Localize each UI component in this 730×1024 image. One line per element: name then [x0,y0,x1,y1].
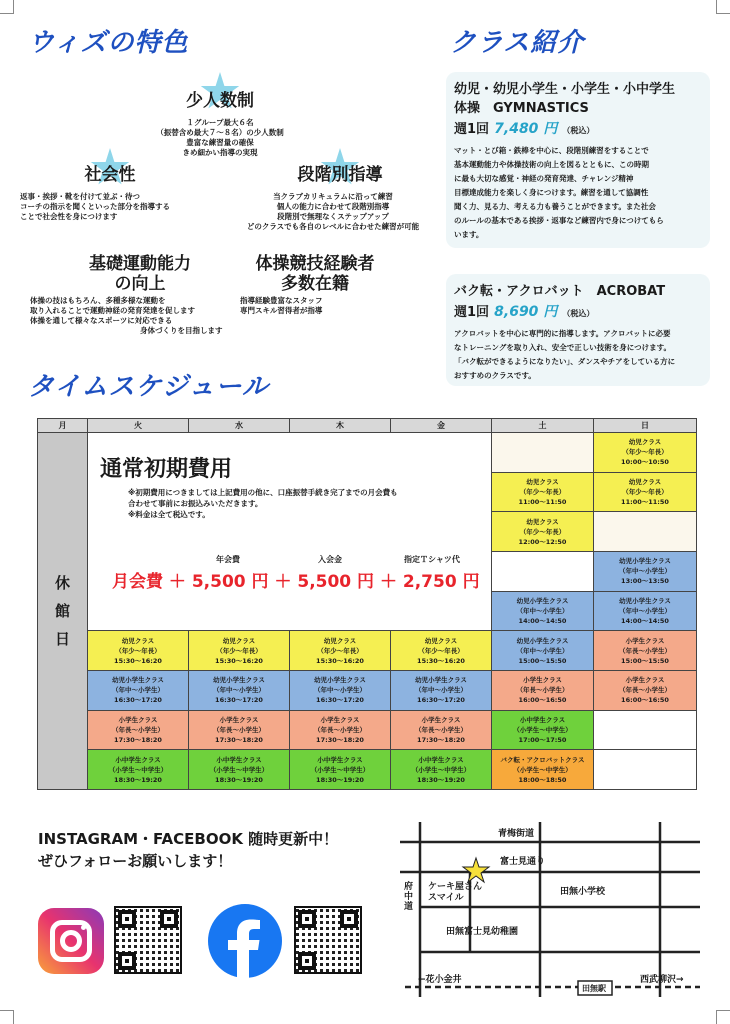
class-cell [594,433,697,473]
class-age: （年長～小学生） [314,725,366,734]
class-time: 15:30～16:20 [316,656,364,665]
class-cell [391,750,492,790]
feature-title: 社会性 [84,165,136,185]
class-time: 18:30～19:20 [114,775,162,784]
class-time: 15:30～16:20 [114,656,162,665]
class-name: 小中学生クラス [317,755,363,764]
class-cell [492,710,594,750]
class-name: 幼児クラス [526,478,559,487]
class-time: 15:30～16:20 [417,656,465,665]
class-age: （年長～小学生） [415,725,467,734]
class-age: （年少～年長） [519,527,566,536]
class-time: 18:30～19:20 [215,775,263,784]
class-cell [290,670,391,710]
class-cell [189,670,290,710]
class-name: 幼児クラス [628,438,662,447]
class-age: （年中～小学生） [516,607,569,615]
class-cell [189,710,290,750]
class-time: 18:30～19:20 [316,775,364,784]
initial-fees-notes: ※初期費用につきましては上記費用の他に、口座振替手続き完了までの月会費も 合わせて事前にお振込みいただきます。 ※料金は全て税込です。 [128,488,398,519]
initial-fees [100,452,490,520]
map-road-top: 青梅街道 [498,829,535,839]
facebook-qr-code[interactable] [294,906,362,974]
class-cell [492,512,594,552]
feature-text: 指導経験豊富なスタッフ 専門スキル習得者が指導 [240,296,323,315]
class-time: 11:00～11:50 [518,498,567,507]
class-age: （小学生～中学生） [513,725,572,734]
features-title: ウィズの特色 [28,28,189,58]
feature-title: 基礎運動能力 の向上 [89,254,191,294]
class-age: （年中～小学生） [516,646,569,655]
class-time: 14:00～14:50 [518,617,567,625]
class-cell [290,710,391,750]
class-cell [88,631,189,671]
class-age: （年少～年長） [418,646,464,655]
gym-price-line: 週1回 7,480 円 （税込） [454,121,595,137]
class-name: 小学生クラス [625,676,665,685]
class-time: 15:00～15:50 [518,656,567,665]
day-header: 土 [492,419,594,433]
class-name: 幼児クラス [628,478,662,487]
class-time: 15:30～16:20 [215,656,263,665]
class-cell [594,591,697,631]
class-time: 17:30～18:20 [417,735,465,744]
gym-class-subtitle: 体操 GYMNASTICS [454,101,589,116]
feature-title: 少人数制 [186,91,254,111]
initial-fees-title: 通常初期費用 [100,457,233,482]
class-name: 幼児小学生クラス [619,597,671,605]
class-age: （年長～小学生） [112,725,164,734]
class-age: （年少～年長） [115,646,161,655]
schedule-row [38,670,697,710]
class-age: （年中～小学生） [619,607,671,615]
class-age: （年中～小学生） [112,686,164,695]
schedule-row [38,631,697,671]
class-cell [594,512,697,552]
class-time: 17:30～18:20 [316,735,364,744]
class-name: 幼児小学生クラス [415,676,467,685]
class-cell [290,631,391,671]
class-cell [594,670,697,710]
class-age: （年少～年長） [519,488,566,497]
closed-day-cell [38,433,88,790]
class-age: （小学生～中学生） [411,765,471,774]
map-cake-shop: ケーキ屋さん スマイル [428,882,483,903]
class-name: 幼児クラス [526,517,559,526]
class-time: 16:00～16:50 [621,696,669,705]
feature-title: 段階別指導 [297,165,383,185]
class-cell [88,750,189,790]
instagram-icon[interactable] [38,908,104,974]
class-age: （年長～小学生） [516,686,569,695]
crop-mark [0,0,14,14]
map-kindergarten: 田無富士見幼稚園 [446,927,519,937]
fee-label-shirt: 指定Ｔシャツ代 [404,555,460,564]
acrobat-class-box [446,274,710,386]
day-header: 日 [594,419,697,433]
map-road-fuchu: 府中道 [404,882,414,912]
feature-text: 当クラブカリキュラムに沿って練習 個人の能力に合わせて段階別指導 段階別で無理なくステップアップ どのクラスでも各自のレベルに合わせた練習が可能 [246,192,420,231]
class-age: （年少～年長） [622,488,668,497]
class-name: 小学生クラス [320,715,360,724]
class-cell [290,750,391,790]
star-location-icon [463,858,489,882]
class-time: 12:00～12:50 [518,537,567,546]
class-cell [492,591,594,631]
day-header: 月 [38,419,88,433]
class-age: （年中～小学生） [415,686,467,695]
class-time: 13:00～13:50 [621,577,669,586]
class-cell [594,472,697,512]
map-station: 田無駅 [582,984,606,993]
class-time: 10:00～10:50 [621,458,669,467]
class-name: 幼児クラス [323,636,357,645]
class-cell [189,631,290,671]
day-header: 水 [189,419,290,433]
class-name: 小中学生クラス [115,755,161,764]
class-age: （年中～小学生） [619,567,671,576]
class-name: 幼児小学生クラス [314,676,366,685]
class-name: 小学生クラス [118,715,158,724]
class-cell [391,710,492,750]
sns-title: INSTAGRAM・FACEBOOK 随時更新中！ ぜひフォローお願いします！ [38,830,339,870]
class-time: 14:00～14:50 [621,617,669,625]
class-age: （小学生～中学生） [513,765,572,774]
class-name: 小中学生クラス [519,715,566,724]
class-age: （小学生～中学生） [209,765,269,774]
class-age: （年少～年長） [317,646,363,655]
class-name: バク転・アクロバットクラス [500,755,585,764]
class-name: 幼児クラス [121,636,155,645]
class-name: 小中学生クラス [216,755,262,764]
class-name: 小学生クラス [421,715,461,724]
acro-price: 8,690 円 [494,304,558,320]
class-cell [594,552,697,592]
class-name: 幼児小学生クラス [619,557,671,566]
crop-mark [716,1010,730,1024]
class-time: 16:00～16:50 [518,696,567,705]
class-age: （年中～小学生） [314,686,366,695]
schedule-row [38,710,697,750]
fee-label-annual: 年会費 [216,555,240,564]
map-right-direction: 西武柳沢→ [640,975,684,985]
class-cell [492,472,594,512]
class-age: （年長～小学生） [619,686,671,695]
class-cell [88,670,189,710]
feature-title: 体操競技経験者 多数在籍 [255,254,375,294]
class-cell [88,710,189,750]
gym-price: 7,480 円 [494,121,558,137]
gymnastics-class-box [446,72,710,248]
class-name: 幼児小学生クラス [516,597,569,605]
class-time: 17:30～18:20 [215,735,263,744]
class-age: （年長～小学生） [619,646,671,655]
map-road-fuji: 富士見通り [500,857,546,867]
class-name: 幼児クラス [222,636,256,645]
crop-mark [0,1010,14,1024]
class-cell [594,710,697,750]
feature-text: １グループ最大６名 （振替含め最大７～８名）の少人数制 豊富な練習量の確保 きめ細かい指導の実現 [156,118,284,157]
class-cell [492,631,594,671]
class-time: 15:00～15:50 [621,656,669,665]
class-age: （小学生～中学生） [310,765,370,774]
acro-class-title: バク転・アクロバット ACROBAT [454,284,666,299]
gym-description: マット・とび箱・鉄棒を中心に、段階別練習をすることで 基本運動能力や体操技術の向上を図るとともに、この時期 に最も大切な感覚・神経の発育発達、チャレンジ精神 目標達成能力を楽しく身につけます。練習を通して協調性 聞く力、見る力、考える力も養うことができます。また社会 のルールの基本である挨拶・返事など練習内で身につけてもら います。 [454,146,664,239]
day-header: 木 [290,419,391,433]
class-cell [391,631,492,671]
feature-text: 体操の技はもちろん、多種多様な運動を 取り入れることで運動神経の発育発達を促します 体操を通して様々なスポーツに対応できる 身体づくりを目指します [30,296,223,335]
class-name: 幼児クラス [424,636,458,645]
schedule-row [38,750,697,790]
class-cell [492,552,594,592]
map-left-direction: ←花小金井 [418,975,462,985]
class-cell [492,433,594,473]
fee-formula: 月会費 ＋ 5,500 円 ＋ 5,500 円 ＋ 2,750 円 [112,572,480,592]
schedule-title: タイムスケジュール [28,372,269,402]
class-time: 16:30～17:20 [215,696,263,705]
class-time: 16:30～17:20 [114,696,162,705]
class-name: 幼児小学生クラス [112,676,164,685]
acro-price-line: 週1回 8,690 円 （税込） [454,304,595,320]
class-name: 小中学生クラス [418,755,464,764]
class-age: （年中～小学生） [213,686,265,695]
class-age: （年少～年長） [216,646,262,655]
facebook-icon[interactable] [208,904,282,978]
class-name: 小学生クラス [523,676,562,685]
class-age: （小学生～中学生） [108,765,168,774]
feature-text: 返事・挨拶・靴を付けて並ぶ・待つ コーチの指示を聞くといった部分を指導する ことで社会性を身につけます [20,192,170,221]
class-time: 17:30～18:20 [114,735,162,744]
day-header: 火 [88,419,189,433]
map-school: 田無小学校 [560,887,606,897]
class-cell [594,631,697,671]
class-time: 17:00～17:50 [518,735,567,744]
crop-mark [716,0,730,14]
class-time: 18:30～19:20 [417,775,465,784]
closed-label: 休館日 [54,574,70,649]
class-cell [189,750,290,790]
class-time: 16:30～17:20 [316,696,364,705]
class-name: 小学生クラス [219,715,259,724]
fee-label-entry: 入会金 [318,555,342,564]
day-header-row [38,419,697,433]
class-name: 小学生クラス [625,636,665,645]
class-cell [594,750,697,790]
class-time: 11:00～11:50 [621,498,669,507]
day-header: 金 [391,419,492,433]
instagram-qr-code[interactable] [114,906,182,974]
class-age: （年長～小学生） [213,725,265,734]
acro-description: アクロバットを中心に専門的に指導します。アクロバットに必要 なトレーニングを取り入れ、安全で正しい技術を身につけます。 「バク転ができるようになりたい」、ダンスやチアをしている方に おすすめのクラスです。 [454,329,676,380]
class-cell [391,670,492,710]
class-name: 幼児小学生クラス [213,676,265,685]
class-time: 16:30～17:20 [417,696,465,705]
class-age: （年少～年長） [622,448,668,457]
class-cell [492,670,594,710]
gym-class-title: 幼児・幼児小学生・小学生・小中学生 [454,82,676,97]
class-name: 幼児小学生クラス [516,636,569,645]
class-time: 18:00～18:50 [518,775,567,784]
class-cell [492,750,594,790]
classes-title: クラス紹介 [450,28,585,58]
